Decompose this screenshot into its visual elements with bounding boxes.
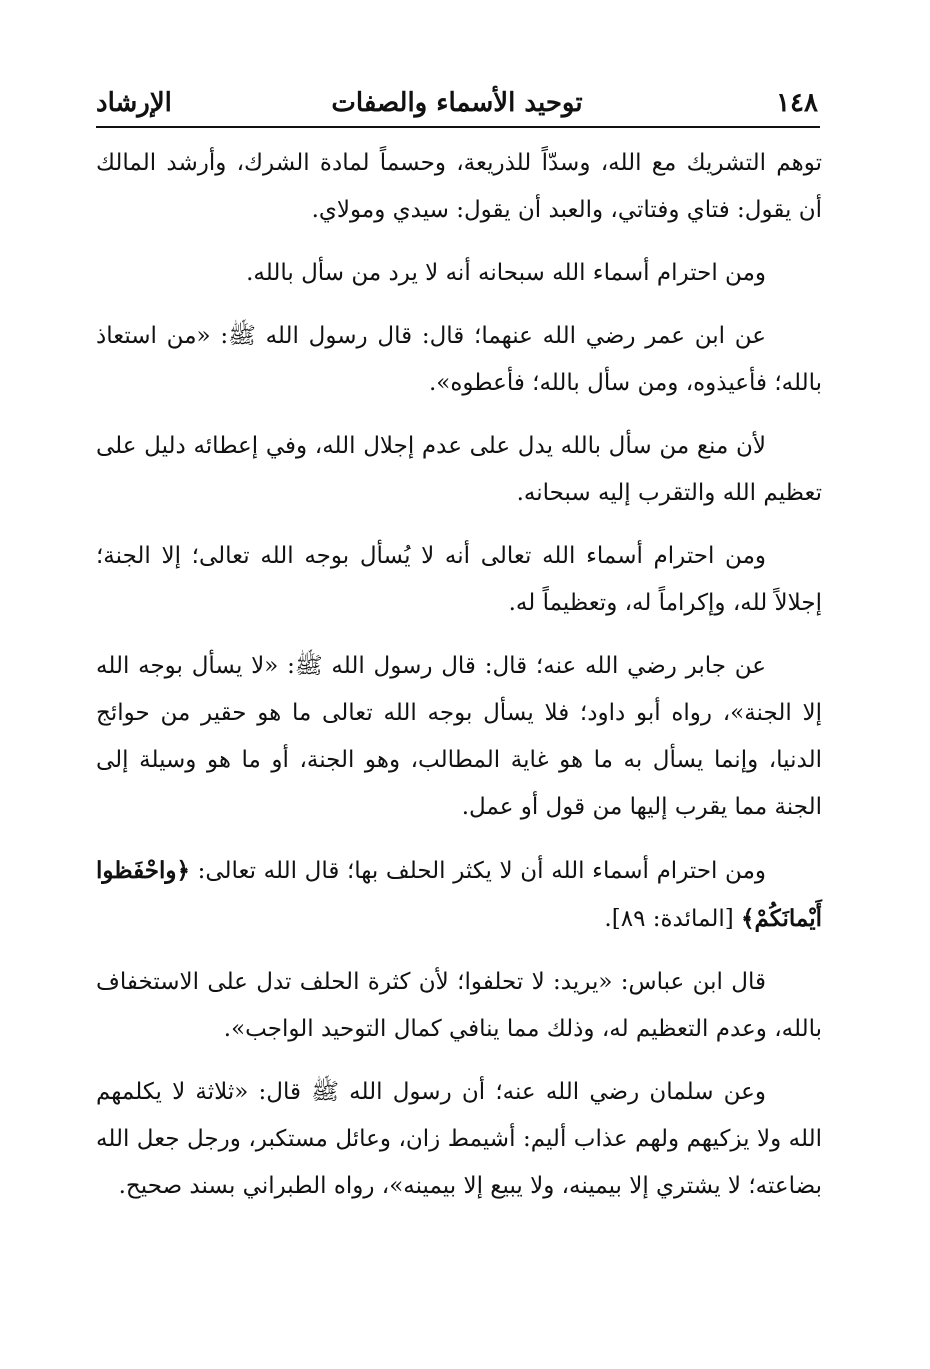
paragraph: لأن منع من سأل بالله يدل على عدم إجلال الله، وفي إعطائه دليل على تعظيم الله والتقرب إليه سبحانه. (96, 433, 822, 506)
paragraph: ومن احترام أسماء الله تعالى أنه لا يُسأل بوجه الله تعالى؛ إلا الجنة؛ إجلالاً لله، وإكراماً له، وتعظيماً له. (96, 543, 822, 616)
paragraph: عن ابن عمر رضي الله عنهما؛ قال: قال رسول الله ﷺ: «من استعاذ بالله؛ فأعيذوه، ومن سأل بالله؛ فأعطوه». (96, 323, 822, 396)
oath-paragraph (96, 847, 822, 943)
header-rule (96, 126, 820, 128)
paragraph: عن جابر رضي الله عنه؛ قال: قال رسول الله ﷺ: «لا يسأل بوجه الله إلا الجنة»، رواه أبو داود؛ فلا يسأل بوجه الله تعالى ما هو حقير من حوائج الدنيا، وإنما يسأل به ما هو غاية المطالب، وهو الجنة، أو ما هو وسيلة إلى الجنة مما يقرب إليها من قول أو عمل. (96, 653, 822, 820)
chapter-title: الإرشاد (96, 88, 172, 118)
paragraph: وعن سلمان رضي الله عنه؛ أن رسول الله ﷺ قال: «ثلاثة لا يكلمهم الله ولا يزكيهم ولهم عذاب أليم: أشيمط زان، وعائل مستكبر، ورجل جعل الله بضاعته؛ لا يشتري إلا بيمينه، ولا يبيع إلا بيمينه»، رواه الطبراني بسند صحيح. (96, 1079, 822, 1199)
paragraph: ومن احترام أسماء الله سبحانه أنه لا يرد من سأل بالله. (246, 260, 766, 286)
paragraph: توهم التشريك مع الله، وسدّاً للذريعة، وحسماً لمادة الشرك، وأرشد المالك أن يقول: فتاي وفتاتي، والعبد أن يقول: سيدي ومولاي. (96, 150, 822, 223)
verse-citation: [المائدة: ٨٩]. (604, 906, 734, 932)
oath-text: ومن احترام أسماء الله أن لا يكثر الحلف بها؛ قال الله تعالى: (197, 858, 766, 884)
paragraph: قال ابن عباس: «يريد: لا تحلفوا؛ لأن كثرة الحلف تدل على الاستخفاف بالله، وعدم التعظيم له، وذلك مما ينافي كمال التوحيد الواجب». (96, 969, 822, 1042)
body-text (96, 140, 822, 1226)
page-header (96, 82, 818, 126)
page-number: ١٤٨ (776, 88, 818, 118)
quran-verse: ﴿واحْفَظوا أَيْمانَكُمْ﴾ (96, 857, 822, 932)
running-title: توحيد الأسماء والصفات (331, 88, 583, 118)
